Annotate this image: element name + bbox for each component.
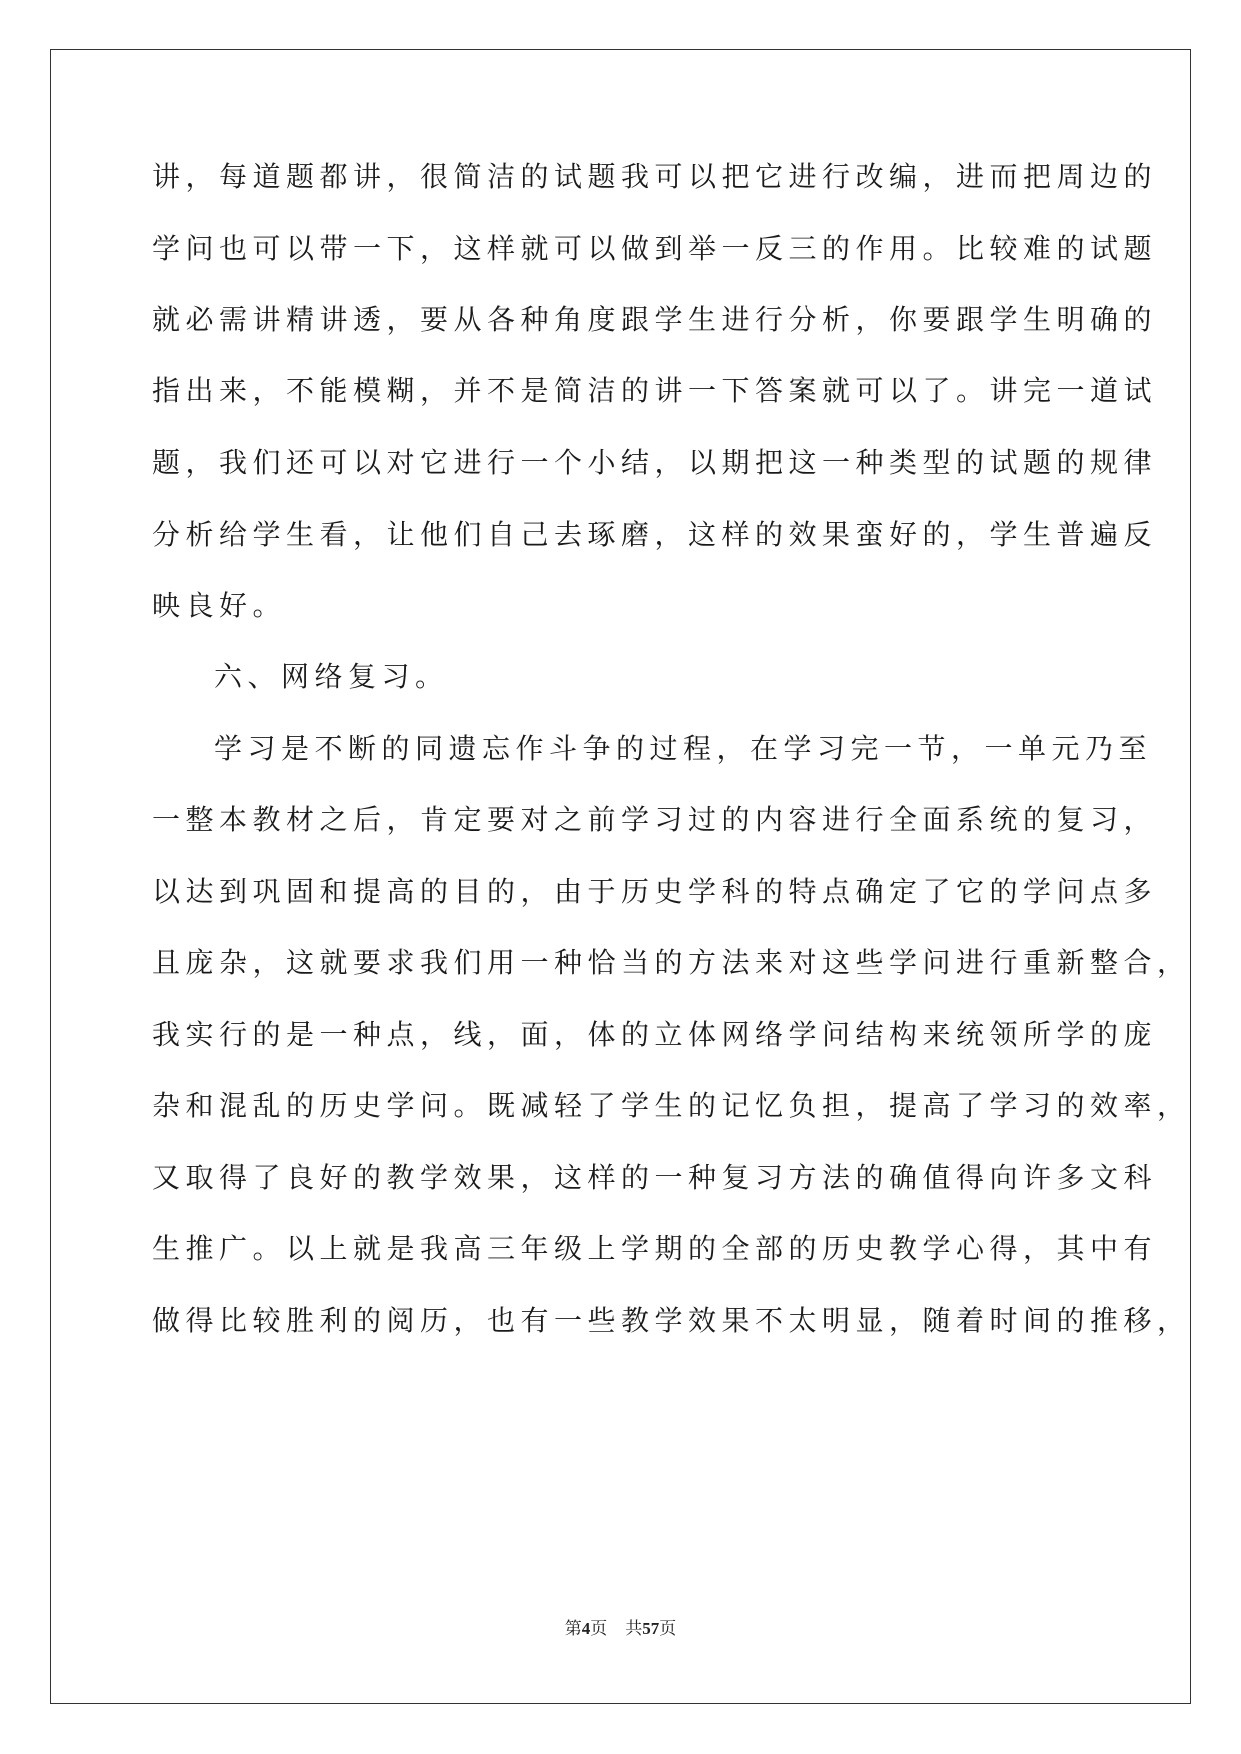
footer-total-suffix: 页: [659, 1619, 677, 1639]
text-line: 讲，每道题都讲，很简洁的试题我可以把它进行改编，进而把周边的: [152, 160, 1158, 193]
section-heading: 六、网络复习。: [214, 660, 449, 693]
text-line: 生推广。以上就是我高三年级上学期的全部的历史教学心得，其中有: [152, 1232, 1158, 1265]
page-footer: [0, 1618, 1241, 1640]
footer-total-prefix: 共: [625, 1619, 643, 1639]
text-line: 映良好。: [152, 589, 287, 622]
page-number: 4: [581, 1619, 591, 1638]
text-line: 题，我们还可以对它进行一个小结，以期把这一种类型的试题的规律: [152, 446, 1158, 479]
total-pages: 57: [642, 1619, 660, 1638]
footer-page-suffix: 页: [590, 1619, 608, 1639]
text-line: 就必需讲精讲透，要从各种角度跟学生进行分析，你要跟学生明确的: [152, 303, 1158, 336]
text-line: 以达到巩固和提高的目的，由于历史学科的特点确定了它的学问点多: [152, 875, 1158, 908]
text-line: 杂和混乱的历史学问。既减轻了学生的记忆负担，提高了学习的效率，: [152, 1089, 1191, 1122]
text-line: 我实行的是一种点，线，面，体的立体网络学问结构来统领所学的庞: [152, 1018, 1158, 1051]
text-line: 学问也可以带一下，这样就可以做到举一反三的作用。比较难的试题: [152, 232, 1158, 265]
text-line: 又取得了良好的教学效果，这样的一种复习方法的确值得向许多文科: [152, 1161, 1158, 1194]
text-line: 一整本教材之后，肯定要对之前学习过的内容进行全面系统的复习，: [152, 803, 1158, 836]
text-line: 做得比较胜利的阅历，也有一些教学效果不太明显，随着时间的推移，: [152, 1304, 1191, 1337]
text-line: 且庞杂，这就要求我们用一种恰当的方法来对这些学问进行重新整合，: [152, 946, 1191, 979]
text-line: 指出来，不能模糊，并不是简洁的讲一下答案就可以了。讲完一道试: [152, 374, 1158, 407]
text-line: 分析给学生看，让他们自己去琢磨，这样的效果蛮好的，学生普遍反: [152, 518, 1158, 551]
paragraph-first-line: 学习是不断的同遗忘作斗争的过程，在学习完一节，一单元乃至: [214, 732, 1153, 765]
footer-prefix: 第: [564, 1619, 582, 1639]
